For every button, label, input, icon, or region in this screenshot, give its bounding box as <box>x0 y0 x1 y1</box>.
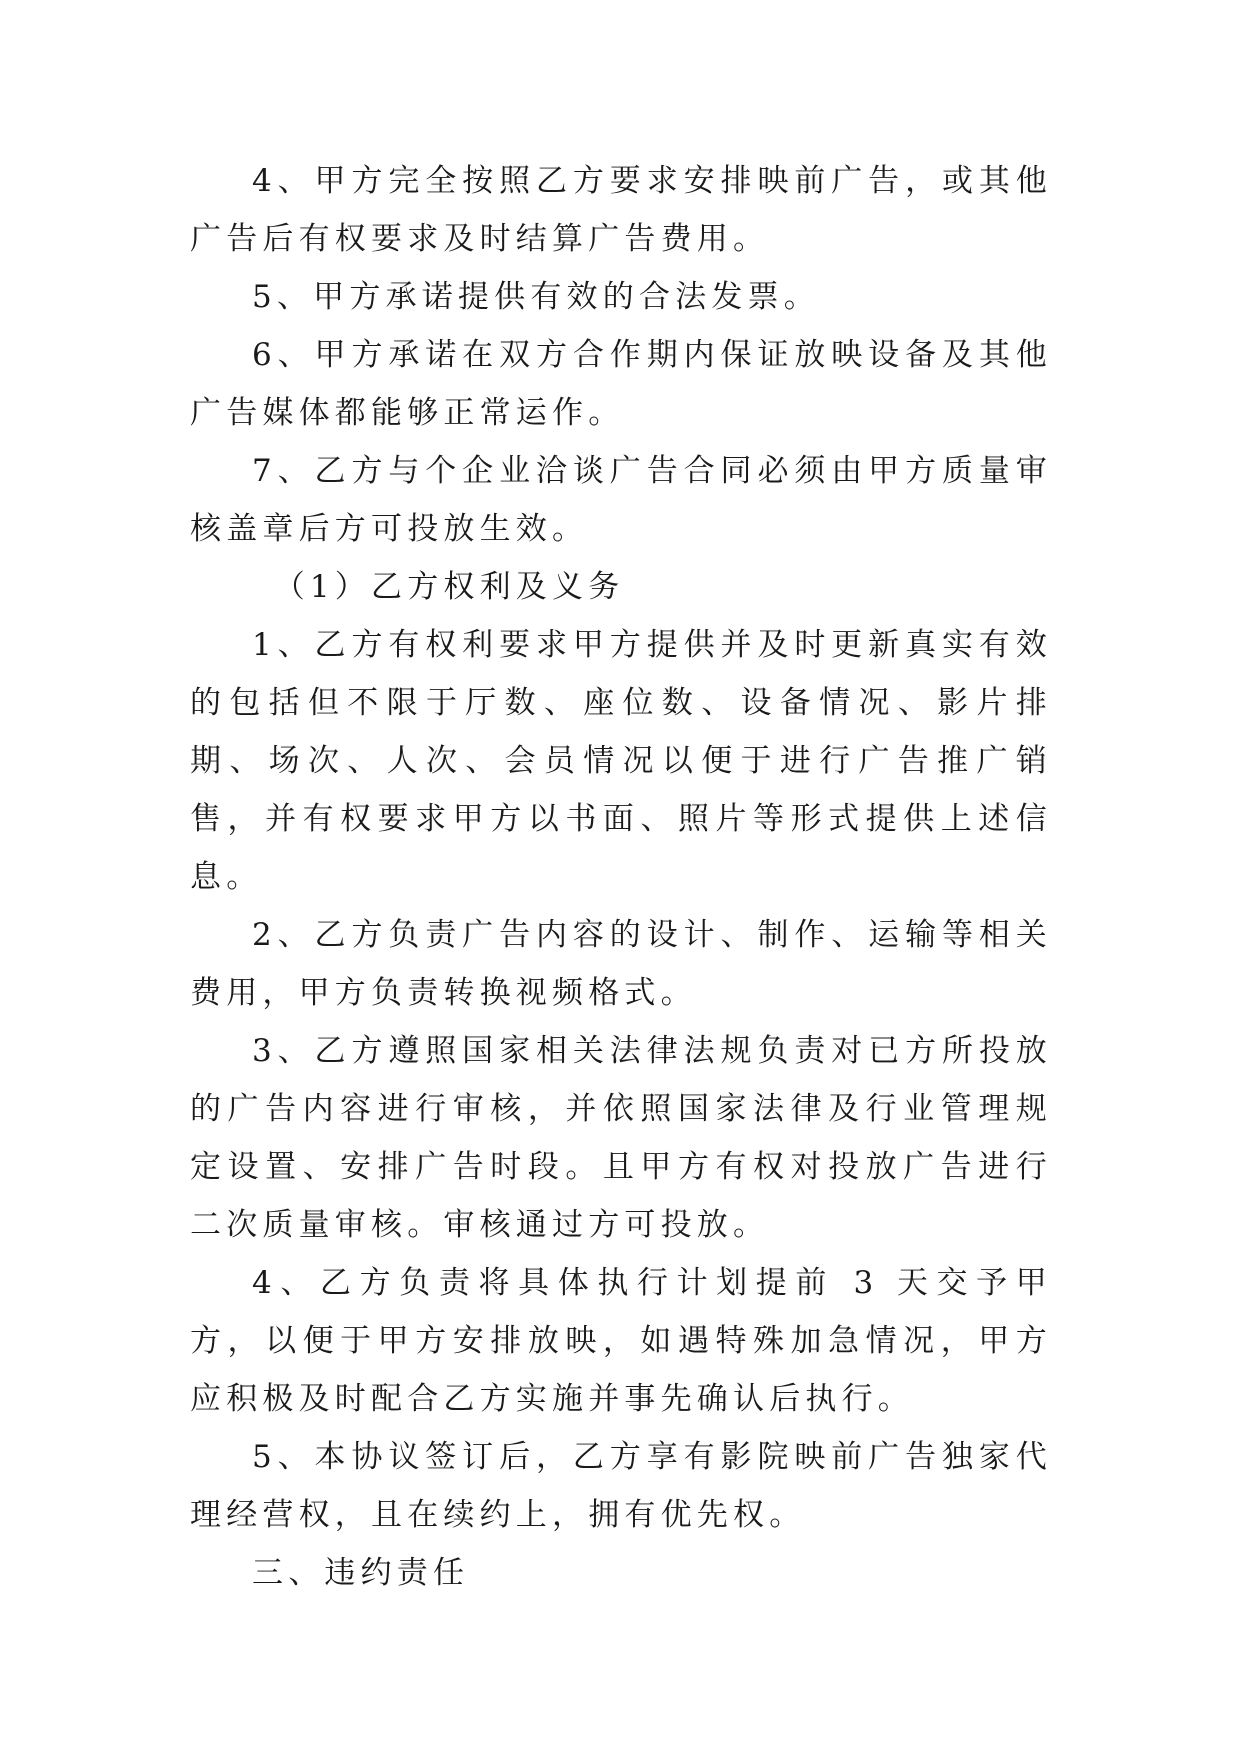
clause-party-b-5: 5、本协议签订后，乙方享有影院映前广告独家代理经营权，且在续约上，拥有优先权。 <box>190 1439 1052 1533</box>
clause-party-b-3: 3、乙方遵照国家相关法律法规负责对已方所投放的广告内容进行审核，并依照国家法律及行业管理规定设置、安排广告时段。且甲方有权对投放广告进行二次质量审核。审核通过方可投放。 <box>190 1033 1052 1243</box>
document-page <box>190 152 1052 1602</box>
clause-party-b-2: 2、乙方负责广告内容的设计、制作、运输等相关费用，甲方负责转换视频格式。 <box>190 917 1052 1011</box>
clause-party-a-7: 7、乙方与个企业洽谈广告合同必须由甲方质量审核盖章后方可投放生效。 <box>190 453 1052 547</box>
clause-party-b-4: 4、乙方负责将具体执行计划提前 3 天交予甲方，以便于甲方安排放映，如遇特殊加急情况，甲方应积极及时配合乙方实施并事先确认后执行。 <box>190 1265 1052 1417</box>
section-heading-breach-liability: 三、违约责任 <box>252 1555 470 1591</box>
clause-party-a-6: 6、甲方承诺在双方合作期内保证放映设备及其他广告媒体都能够正常运作。 <box>190 337 1052 431</box>
section-heading-party-b-rights: （1）乙方权利及义务 <box>273 569 625 605</box>
clause-party-b-1: 1、乙方有权利要求甲方提供并及时更新真实有效的包括但不限于厅数、座位数、设备情况、影片排期、场次、人次、会员情况以便于进行广告推广销售，并有权要求甲方以书面、照片等形式提供上述信息。 <box>190 627 1052 895</box>
clause-party-a-4: 4、甲方完全按照乙方要求安排映前广告，或其他广告后有权要求及时结算广告费用。 <box>190 163 1052 257</box>
clause-party-a-5: 5、甲方承诺提供有效的合法发票。 <box>252 279 820 315</box>
